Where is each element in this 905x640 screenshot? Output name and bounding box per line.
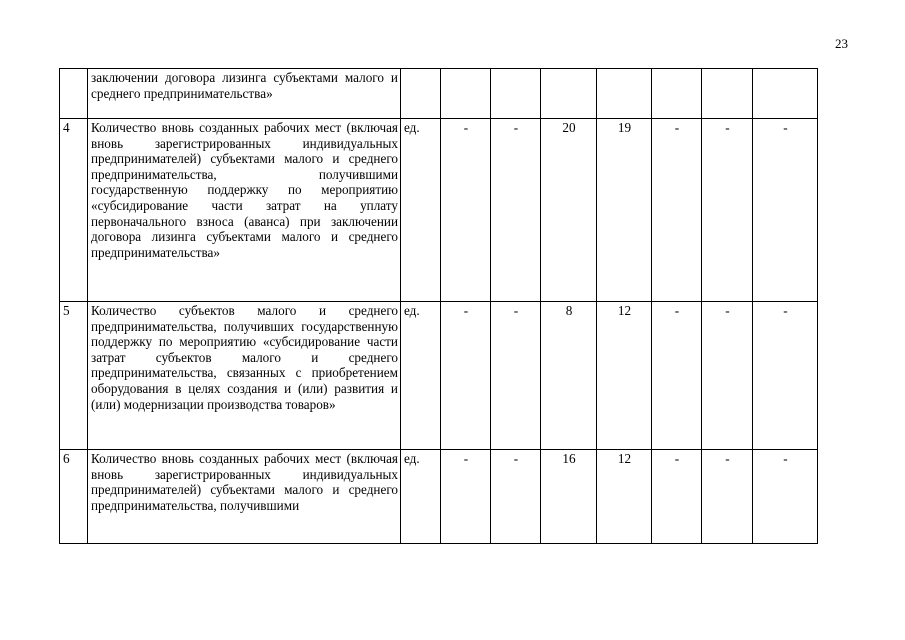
value-cell <box>541 69 597 119</box>
row-number: 6 <box>60 450 88 544</box>
value-cell: - <box>491 302 541 450</box>
row-number <box>60 69 88 119</box>
unit-cell: ед. <box>401 119 441 302</box>
unit-cell <box>401 69 441 119</box>
table-row <box>60 450 818 544</box>
value-cell <box>702 69 753 119</box>
value-cell: - <box>491 450 541 544</box>
value-cell: 20 <box>541 119 597 302</box>
value-cell: 19 <box>597 119 652 302</box>
indicator-description: Количество вновь созданных рабочих мест (включая вновь зарегистрированных индивидуальных предпринимателей) субъектами малого и среднего предпринимательства, получившими государственную поддержку по мероприятию «субсидирование части затрат на уплату первоначального взноса (аванса) при заключении договора лизинга субъектами малого и среднего предпринимательства» <box>88 119 401 302</box>
indicator-description: заключении договора лизинга субъектами малого и среднего предпринимательства» <box>88 69 401 119</box>
value-cell: - <box>441 302 491 450</box>
indicator-description: Количество субъектов малого и среднего предпринимательства, получивших государственную поддержку по мероприятию «субсидирование части затрат субъектов малого и среднего предпринимательства, связанных с приобретением оборудования в целях создания и (или) развития и (или) модернизации производства товаров» <box>88 302 401 450</box>
value-cell: - <box>652 302 702 450</box>
value-cell: 16 <box>541 450 597 544</box>
value-cell <box>597 69 652 119</box>
value-cell: - <box>753 302 818 450</box>
value-cell: 12 <box>597 302 652 450</box>
value-cell: - <box>753 119 818 302</box>
table-row <box>60 119 818 302</box>
value-cell <box>491 69 541 119</box>
value-cell: - <box>652 119 702 302</box>
value-cell: - <box>702 450 753 544</box>
value-cell: 8 <box>541 302 597 450</box>
value-cell: - <box>702 302 753 450</box>
value-cell: 12 <box>597 450 652 544</box>
row-number: 5 <box>60 302 88 450</box>
row-number: 4 <box>60 119 88 302</box>
indicator-description: Количество вновь созданных рабочих мест (включая вновь зарегистрированных индивидуальных предпринимателей) субъектами малого и среднего предпринимательства, получившими <box>88 450 401 544</box>
value-cell <box>652 69 702 119</box>
table-row <box>60 302 818 450</box>
value-cell: - <box>441 119 491 302</box>
value-cell <box>441 69 491 119</box>
page-number: 23 <box>835 36 848 51</box>
unit-cell: ед. <box>401 450 441 544</box>
table-row <box>60 69 818 119</box>
value-cell: - <box>652 450 702 544</box>
indicators-table <box>59 68 818 544</box>
value-cell: - <box>491 119 541 302</box>
unit-cell: ед. <box>401 302 441 450</box>
value-cell <box>753 69 818 119</box>
value-cell: - <box>753 450 818 544</box>
value-cell: - <box>441 450 491 544</box>
value-cell: - <box>702 119 753 302</box>
